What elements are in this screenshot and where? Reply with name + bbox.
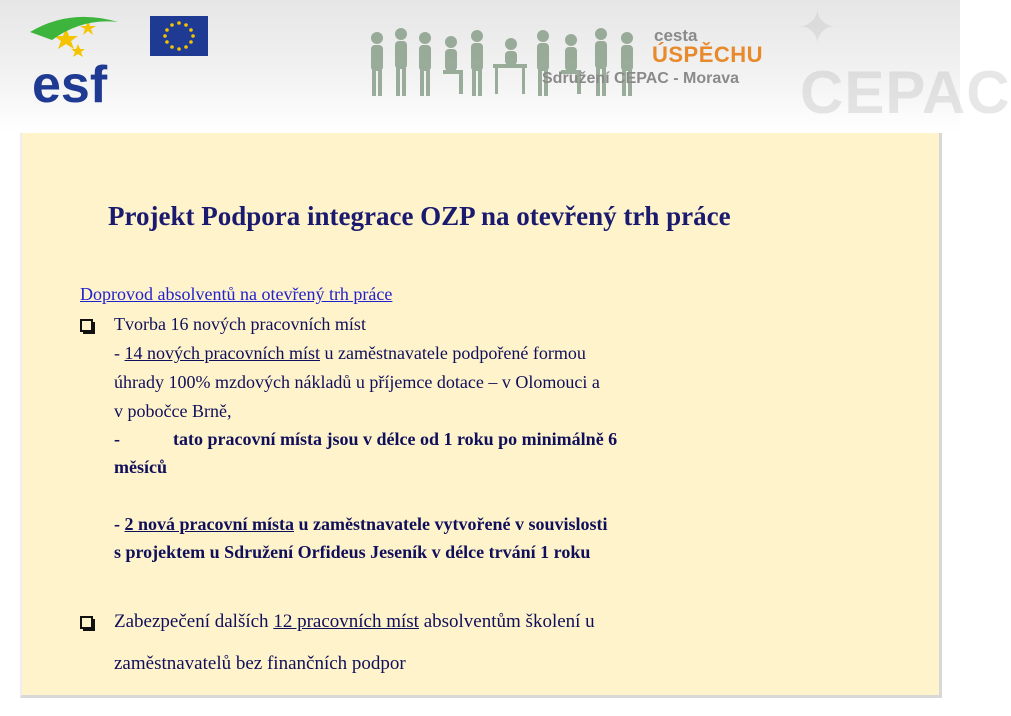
bullet-text-prefix: Zabezpečení dalších xyxy=(114,611,274,632)
brand-sdruzeni: Sdružení CEPAC - Morava xyxy=(542,70,740,87)
sub-item-dash: - xyxy=(114,514,125,534)
bullet-text-rest: absolventům školení u xyxy=(418,611,595,632)
slide-title: Projekt Podpora integrace OZP na otevřený trh práce xyxy=(108,201,731,231)
header-banner xyxy=(0,0,1011,132)
sub-item-line: úhrady 100% mzdových nákladů u příjemce dotace – v Olomouci a xyxy=(114,372,600,392)
sub-item-line xyxy=(114,343,586,365)
underlined-text: 2 nová pracovní místa xyxy=(124,514,295,534)
sub-item-line xyxy=(114,514,607,536)
section-heading-link[interactable]: Doprovod absolventů na otevřený trh práce xyxy=(80,284,393,304)
brand-uspechu: ÚSPĚCHU xyxy=(652,42,764,67)
sub-item-text: u zaměstnavatele podpořené formou xyxy=(319,343,586,363)
watermark-cepac: CEPAC xyxy=(800,59,1011,126)
sub-item-line: tato pracovní místa jsou v délce od 1 roku po minimálně 6 xyxy=(173,429,618,449)
brand-cesta: cesta xyxy=(654,26,698,45)
esf-logo-text: esf xyxy=(32,56,108,114)
sub-item-text: u zaměstnavatele vytvořené v souvislosti xyxy=(294,514,608,534)
sub-item-dash: - xyxy=(114,429,120,449)
bullet-text xyxy=(114,611,595,634)
eu-flag-icon xyxy=(150,16,208,56)
checkbox-bullet-icon xyxy=(80,319,93,332)
sub-item-line: měsíců xyxy=(114,457,167,477)
workers-silhouettes-icon xyxy=(365,24,640,102)
bullet-text-line: zaměstnavatelů bez finančních podpor xyxy=(114,653,406,674)
watermark-top: ✦ xyxy=(798,1,837,53)
underlined-text: 12 pracovních míst xyxy=(273,611,419,632)
checkbox-bullet-icon xyxy=(80,616,93,629)
bullet-text: Tvorba 16 nových pracovních míst xyxy=(114,314,366,334)
sub-item-line: s projektem u Sdružení Orfideus Jeseník v délce trvání 1 roku xyxy=(114,542,591,562)
esf-logo xyxy=(30,14,140,114)
sub-item-dash: - xyxy=(114,343,125,363)
sub-item-line: v pobočce Brně, xyxy=(114,401,232,421)
underlined-text: 14 nových pracovních míst xyxy=(124,343,320,363)
